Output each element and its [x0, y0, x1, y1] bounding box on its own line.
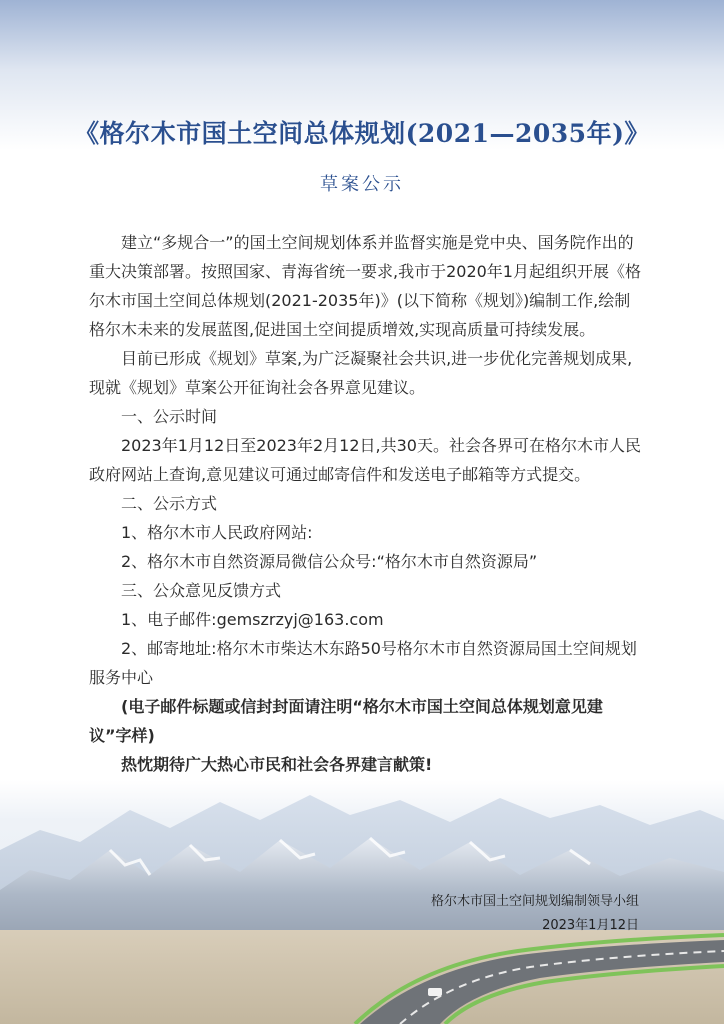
signature-date: 2023年1月12日	[542, 918, 639, 933]
section-heading-feedback: 三、公众意见反馈方式	[121, 581, 282, 600]
method-wechat: 2、格尔木市自然资源局微信公众号:“格尔木市自然资源局”	[121, 552, 538, 571]
feedback-note: (电子邮件标题或信封封面请注明“格尔木市国土空间总体规划意见建议”字样)	[89, 697, 603, 745]
section-heading-time: 一、公示时间	[121, 407, 218, 426]
page-subtitle: 草案公示	[320, 174, 404, 195]
paragraph-intro: 建立“多规合一”的国土空间规划体系并监督实施是党中央、国务院作出的重大决策部署。按照国家、青海省统一要求,我市于2020年1月起组织开展《格尔木市国土空间总体规划(2021-2035年)》(以下简称《规划》)编制工作,绘制格尔木未来的发展蓝图,促进国土空间提质增效,实现高质量可持续发展。	[89, 233, 641, 339]
feedback-address: 2、邮寄地址:格尔木市柴达木东路50号格尔木市自然资源局国土空间规划服务中心	[89, 639, 637, 687]
method-website: 1、格尔木市人民政府网站:	[121, 523, 313, 542]
paragraph-time: 2023年1月12日至2023年2月12日,共30天。社会各界可在格尔木市人民政府网站上查询,意见建议可通过邮寄信件和发送电子邮箱等方式提交。	[89, 436, 641, 484]
signature-organization: 格尔木市国土空间规划编制领导小组	[430, 894, 639, 909]
closing-appeal: 热忱期待广大热心市民和社会各界建言献策!	[121, 755, 433, 774]
feedback-email: 1、电子邮件:gemszrzyj@163.com	[121, 610, 384, 629]
section-heading-method: 二、公示方式	[121, 494, 218, 513]
notice-body	[89, 228, 642, 779]
paragraph-purpose: 目前已形成《规划》草案,为广泛凝聚社会共识,进一步优化完善规划成果,现就《规划》草案公开征询社会各界意见建议。	[89, 349, 633, 397]
page-title: 《格尔木市国土空间总体规划(2021—2035年)》	[74, 119, 650, 148]
